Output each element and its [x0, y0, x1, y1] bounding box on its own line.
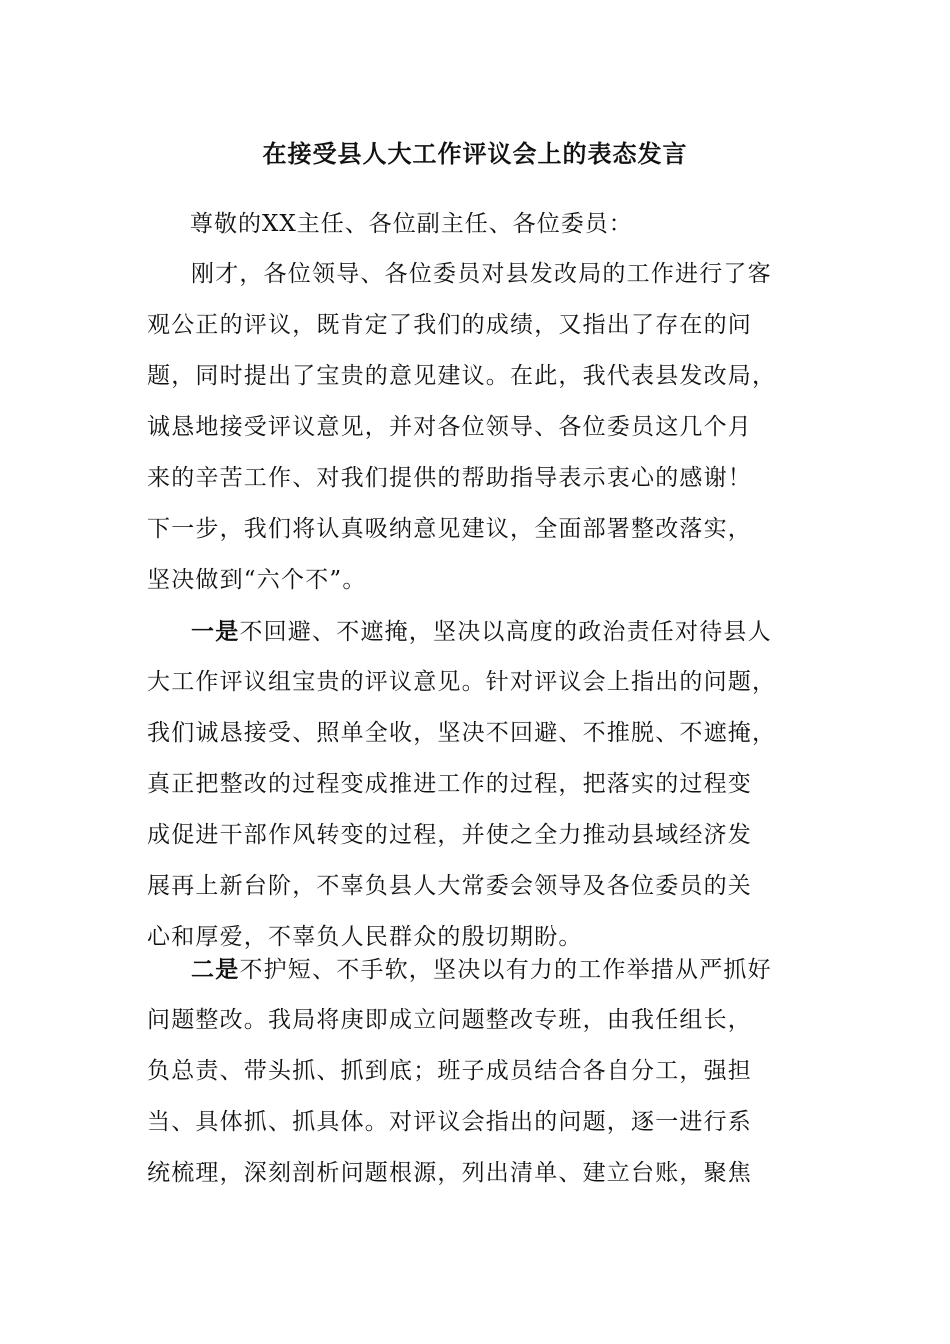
point-text: 不护短、不手软，坚决以有力的工作举措从严抓好	[239, 957, 772, 983]
paragraph-line: 成促进干部作风转变的过程，并使之全力推动县域经济发	[147, 822, 752, 848]
paragraph-line: 真正把整改的过程变成推进工作的过程，把落实的过程变	[147, 771, 752, 797]
paragraph-line: 观公正的评议，既肯定了我们的成绩，又指出了存在的问	[147, 312, 752, 338]
salutation: 尊敬的XX主任、各位副主任、各位委员：	[190, 211, 633, 237]
paragraph-line: 题，同时提出了宝贵的意见建议。在此，我代表县发改局，	[147, 363, 777, 389]
document-title: 在接受县人大工作评议会上的表态发言	[262, 139, 688, 168]
paragraph-line: 统梳理，深刻剖析问题根源，列出清单、建立台账，聚焦	[147, 1160, 752, 1186]
point-lead: 一是	[191, 618, 240, 645]
paragraph-line: 大工作评议组宝贵的评议意见。针对评议会上指出的问题，	[147, 669, 777, 695]
paragraph-line: 我们诚恳接受、照单全收，坚决不回避、不推脱、不遮掩，	[147, 720, 777, 746]
paragraph-point-two	[147, 944, 803, 1199]
paragraph-line: 下一步，我们将认真吸纳意见建议，全面部署整改落实，	[147, 516, 752, 542]
paragraph-line: 来的辛苦工作、对我们提供的帮助指导表示衷心的感谢！	[147, 465, 752, 491]
paragraph-line: 负总责、带头抓、抓到底；班子成员结合各自分工，强担	[147, 1058, 752, 1084]
paragraph-line	[147, 944, 803, 995]
paragraph-line	[147, 606, 803, 657]
point-lead: 二是	[191, 956, 240, 983]
paragraph-line: 坚决做到“六个不”。	[147, 567, 367, 593]
paragraph-line: 当、具体抓、抓具体。对评议会指出的问题，逐一进行系	[147, 1109, 752, 1135]
paragraph-line: 展再上新台阶，不辜负县人大常委会领导及各位委员的关	[147, 873, 752, 899]
paragraph-line: 心和厚爱，不辜负人民群众的殷切期盼。	[147, 924, 583, 950]
paragraph-line: 问题整改。我局将庚即成立问题整改专班，由我任组长，	[147, 1007, 752, 1033]
paragraph-opening	[147, 249, 803, 606]
paragraph-line: 诚恳地接受评议意见，并对各位领导、各位委员这几个月	[147, 414, 752, 440]
point-text: 不回避、不遮掩，坚决以高度的政治责任对待县人	[239, 619, 772, 645]
paragraph-line: 刚才，各位领导、各位委员对县发改局的工作进行了客	[191, 261, 772, 287]
paragraph-point-one	[147, 606, 803, 963]
